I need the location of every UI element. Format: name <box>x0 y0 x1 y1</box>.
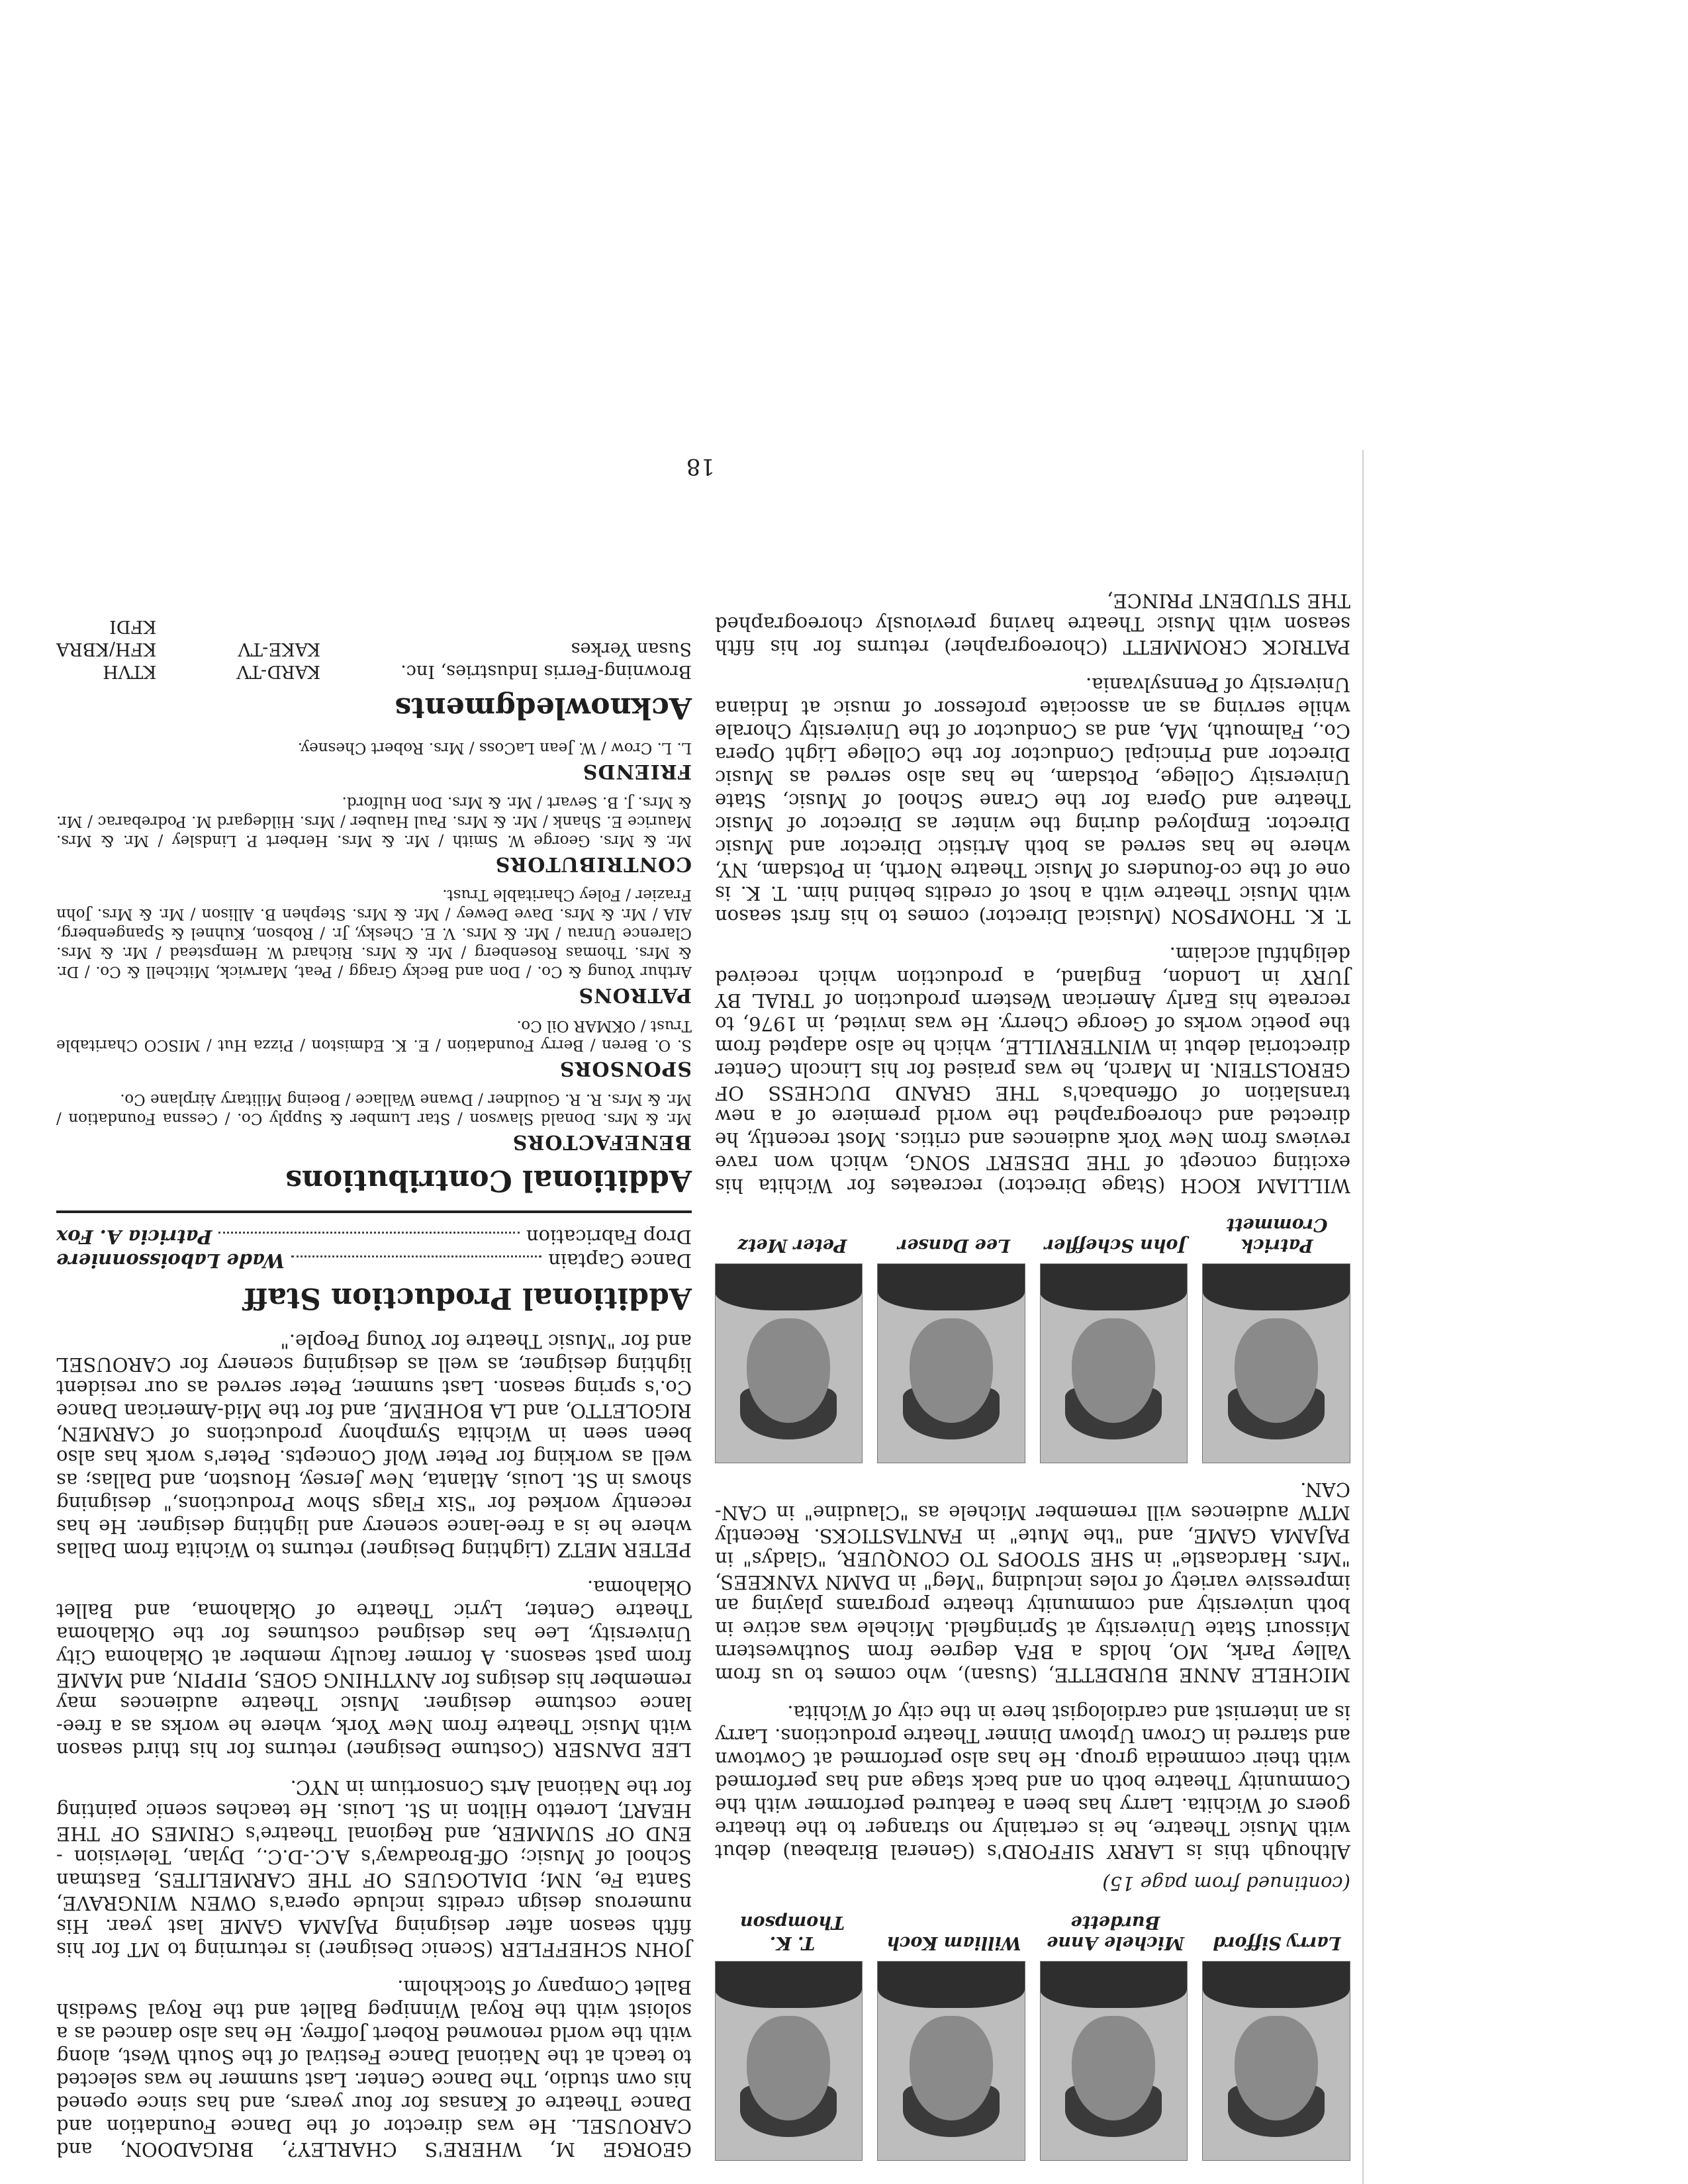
acknowledgments-heading: Acknowledgments <box>395 691 692 725</box>
divider <box>56 1210 692 1213</box>
caption: Patrick Crommett <box>1226 1214 1328 1255</box>
ack-entry: Susan Yerkes <box>571 639 692 659</box>
caption: Lee Danser <box>898 1235 1010 1255</box>
photo-row-bottom <box>715 1263 1350 1463</box>
bio-burdette: MICHELE ANNE BURDETTE, (Susan), who comes to us from Valley Park, MO, holds a BFA degree from Southwestern Missouri State University at Springfield. Michele was active in both university and community theatre programs playing an impressive variety of roles including "Meg" in DAMN YANKEES, "Mrs. Hardcastle" in SHE STOOPS TO CONQUER, "Gladys" in PAJAMA GAME, and "the Mute" in FANTASTICKS. Recently MTW audiences will remember Michele as "Claudine" in CAN-CAN. <box>715 1479 1350 1686</box>
benefactors-heading: BENEFACTORS <box>512 1130 692 1154</box>
page-edge <box>1362 450 1364 2184</box>
bio-danser: LEE DANSER (Costume Designer) returns for his third season with Music Theatre from New York, where he works as a free-lance costume designer. Music Theatre audiences may remember his designs for ANYTHING GOES, PIPPIN, and MAME from past seasons. A former faculty member at Oklahoma City University, Lee has designed costumes for the Oklahoma Theatre Center, Lyric Theatre of Oklahoma, and Ballet Oklahoma. <box>56 1576 692 1761</box>
photo-peter-metz <box>715 1263 863 1463</box>
bio-crommett: PATRICK CROMMETT (Choreographer) returns for his fifth season with Music Theatre having previously choreographed THE STUDENT PRINCE, <box>715 590 1350 659</box>
contributors-heading: CONTRIBUTORS <box>494 852 692 876</box>
caption: T. K. Thompson <box>739 1912 845 1953</box>
photo-john-scheffler <box>1040 1263 1188 1463</box>
continued-note: (continued from page 15) <box>1102 1872 1350 1895</box>
staff-line <box>56 1249 692 1273</box>
bio-thompson: T. K. THOMPSON (Musical Director) comes to his first season with Music Theatre with a host of credits behind him. T. K. is one of the co-founders of Music Theatre North, in Potsdam, NY, where he has served as both Artistic Director and Music Director. Employed during the winter as Director of Music Theatre and Opera for the Crane School of Music, State University College, Potsdam, he has also served as Music Director and Principal Conductor for the College Light Opera Co., Falmouth, MA, and as Conductor of the University Chorale while serving as an associate professor of music at Indiana University of Pennsylvania. <box>715 674 1350 928</box>
photo-tk-thompson <box>715 1961 863 2161</box>
ack-entry: KARD-TV <box>236 661 321 682</box>
photo-michele-burdette <box>1040 1961 1188 2161</box>
ack-entry: KFH/KBRA <box>56 639 157 659</box>
staff-name: Wade Laboissonniere <box>56 1250 285 1272</box>
bio-koch: WILLIAM KOCH (Stage Director) recreates for Wichita his exciting concept of THE DESERT SONG, which won rave reviews from New York audiences and critics. Most recently, he directed and choreographed the world premiere of a new translation of Offenbach's THE GRAND DUCHESS OF GEROLSTEIN. In March, he was praised for his Lincoln Center directorial debut in WINTERVILLE, which he also adapted from the poetic works of George Cherry. He was invited, in 1976, to recreate his Early American Western production of TRIAL BY JURY in London, England, a production which received delightful acclaim. <box>715 943 1350 1197</box>
contributors-list: Mr. & Mrs. George W. Smith / Mr. & Mrs. Herbert P. Lindsley / Mr. & Mrs. Maurice E. Shank / Mr. & Mrs. Paul Hauber / Mrs. Hildegard M. Podrebarac / Mr. & Mrs. J. B. Sevart / Mr. & Mrs. Don Hulford. <box>56 794 692 849</box>
ack-entry: KAKE-TV <box>238 639 321 659</box>
right-column <box>56 615 692 2161</box>
page-number: 18 <box>686 453 715 480</box>
caption: John Scheffler <box>1044 1235 1187 1255</box>
sponsors-list: S. O. Beren / Berry Foundation / E. K. Edmiston / Pizza Hut / MISCO Charitable Trust / OKMAR Oil Co. <box>56 1017 692 1054</box>
patrons-heading: PATRONS <box>578 983 692 1007</box>
ack-column <box>236 615 320 682</box>
ack-entry: KTVH <box>103 661 157 682</box>
staff-heading: Additional Production Staff <box>244 1281 692 1315</box>
bio-sifford: Although this is LARRY SIFFORD's (General Birabeau) debut with Music Theatre, he is certainly no stranger to the theatre goers of Wichita. Larry has been a featured performer with the Community Theatre both on and back stage and has performed with their commedia group. He has also performed at Cowtown and starred in Crown Uptown Dinner Theatre productions. Larry is an internist and cardiologist here in the city of Wichita. <box>715 1702 1350 1863</box>
ack-entry: KFDI <box>109 616 157 637</box>
benefactors-list: Mr. & Mrs. Donald Slawson / Star Lumber & Supply Co. / Cessna Foundation / Mr. & Mrs. R. R. Gouldner / Dwane Wallace / Boeing Military Airplane Co. <box>56 1091 692 1127</box>
bio-scheffler: JOHN SCHEFFLER (Scenic Designer) is returning to MT for his fifth season after designing PAJAMA GAME last year. His numerous design credits include opera's OWEN WINGRAVE, Santa Fe, NM; DIALOGUES OF THE CARMELITES, Eastman School of Music; Off-Broadway's A.C.-D.C., Dylan, Television - END OF SUMMER, and Regional Theatre's CRIMES OF THE HEART, Loretto Hilton in St. Louis. He teaches scenic painting for the National Arts Consortium in NYC. <box>56 1776 692 1961</box>
sponsors-heading: SPONSORS <box>559 1057 692 1080</box>
patrons-list: Arthur Young & Co. / Don and Becky Gragg / Peat, Marwick, Mitchell & Co. / Dr. & Mrs. Thomas Rosenberg / Mr. & Mrs. Richard W. Hempstead / Mr. & Mrs. Clarence Unrau / Mr. & Mrs. V. E. Chesky, Jr. / Robson, Kuhnel & Spangenberg, AIA / Mr. & Mrs. Dave Dewey / Mr. & Mrs. Stephen B. Allison / Mr. & Mrs. John Frazier / Foley Charitable Trust. <box>56 886 692 980</box>
friends-heading: FRIENDS <box>582 760 692 783</box>
staff-role: Dance Captain <box>548 1250 692 1272</box>
leader-dots <box>218 1232 519 1249</box>
caption: William Koch <box>886 1933 1021 1953</box>
ack-column <box>400 615 692 682</box>
caption-row-bottom <box>715 1214 1350 1255</box>
photo-larry-sifford <box>1203 1961 1351 2161</box>
friends-list: L. L. Crow / W. Jean LaCoss / Mrs. Robert Chesney. <box>297 739 692 756</box>
caption: Peter Metz <box>737 1235 847 1255</box>
photo-william-koch <box>878 1961 1026 2161</box>
photo-patrick-crommett <box>1203 1263 1351 1463</box>
photo-row-top <box>715 1961 1350 2161</box>
staff-line <box>56 1225 692 1249</box>
acknowledgments-table <box>56 615 692 682</box>
bio-crommett-continued: GEORGE M, WHERE'S CHARLEY?, BRIGADOON, and CAROUSEL. He was director of the Dance Foundation and Dance Theatre of Kansas for four years, and has since opened his own studio, The Dance Center. Last summer he was selected to teach at the National Dance Festival of the South West, along with the world renowned Robert Joffrey. He has also danced as a soloist with the Royal Winnipeg Ballet and the Royal Swedish Ballet Company of Stockholm. <box>56 1976 692 2161</box>
caption-row-top <box>715 1912 1350 1953</box>
ack-entry: Browning-Ferris Industries, Inc. <box>400 661 692 682</box>
photo-lee-danser <box>878 1263 1026 1463</box>
leader-dots <box>291 1255 541 1273</box>
ack-column <box>56 615 156 682</box>
caption: Larry Sifford <box>1213 1933 1341 1953</box>
caption: Michele Anne Burdette <box>1047 1912 1184 1953</box>
bio-metz: PETER METZ (Lighting Designer) returns to Wichita from Dallas where he is a free-lance scenery and lighting designer. He has recently worked for "Six Flags Show Productions," designing shows in St. Louis, Atlanta, New Jersey, Houston, and Dallas; as well as working for Peter Wolf Concepts. Peter's work has also been seen in Wichita Symphony productions of CARMEN, RIGOLETTO, and LA BOHEME, and for the Mid-American Dance Co.'s spring season. Last summer, Peter served as our resident lighting designer, as well as designing scenery for CAROUSEL and for "Music Theatre for Young People." <box>56 1330 692 1561</box>
left-column <box>715 574 1350 2161</box>
contributions-heading: Additional Contributions <box>285 1163 692 1197</box>
staff-role: Drop Fabrication <box>526 1226 692 1248</box>
staff-name: Patricia A. Fox <box>56 1226 212 1248</box>
